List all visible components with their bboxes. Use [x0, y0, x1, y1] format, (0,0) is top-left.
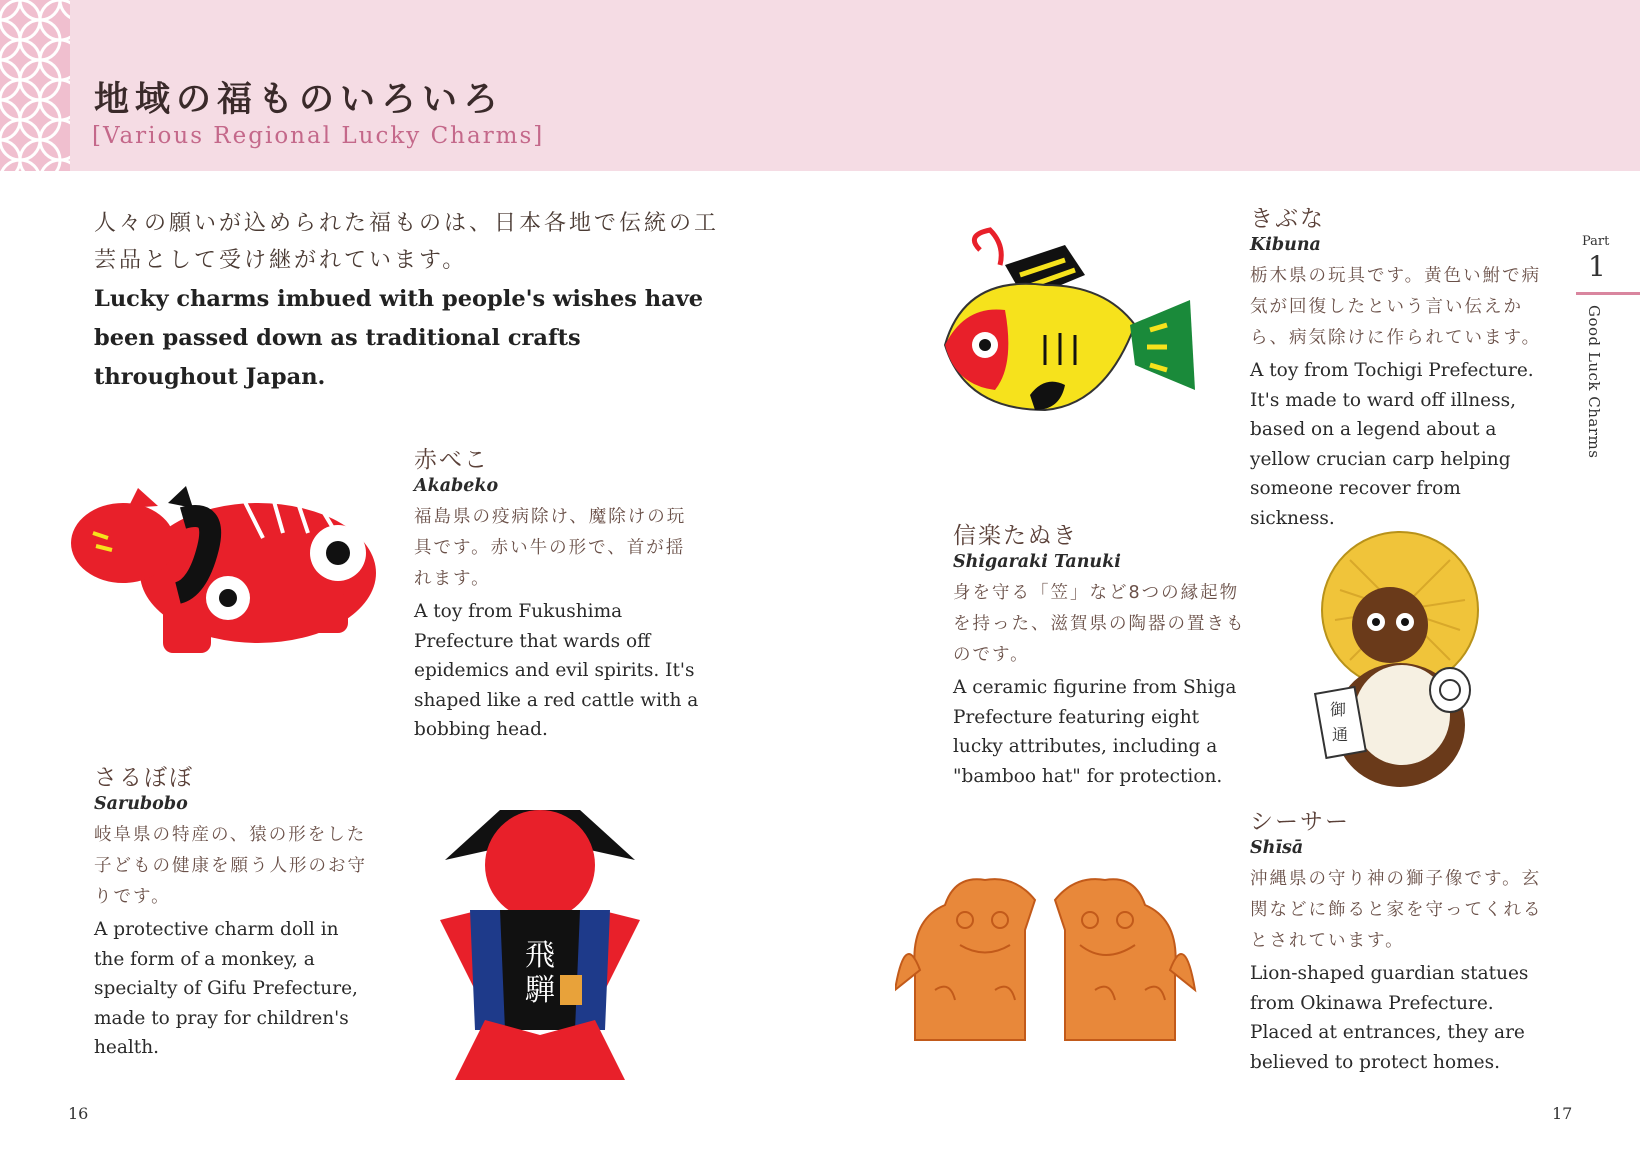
side-tab-divider	[1576, 292, 1640, 295]
page-number-right: 17	[1552, 1104, 1573, 1123]
entry-name-romaji: Kibuna	[1250, 235, 1321, 255]
sarubobo-char-2: 騨	[525, 973, 555, 1008]
entry-name-jp: 信楽たぬき	[953, 523, 1078, 549]
kibuna-illustration	[935, 225, 1205, 440]
sarubobo-illustration	[440, 800, 640, 1080]
shisa-illustration	[895, 870, 1205, 1045]
entry-name-jp: シーサー	[1250, 809, 1350, 835]
tanuki-bottle-char-2: 通	[1331, 725, 1349, 744]
entry-shigaraki-tanuki	[953, 522, 1248, 791]
akabeko-illustration	[68, 478, 388, 678]
tanuki-illustration	[1310, 530, 1490, 790]
entry-akabeko	[414, 446, 704, 745]
entry-sarubobo	[94, 764, 369, 1063]
header-band	[0, 0, 1640, 171]
intro-text-en: Lucky charms imbued with people's wishes have been passed down as traditional crafts throughout Japan.	[94, 286, 704, 390]
entry-name-romaji: Sarubobo	[94, 794, 188, 814]
entry-desc-en: A toy from Fukushima Prefecture that wards off epidemics and evil spirits. It's shaped like a red cattle with a bobbing head.	[414, 601, 699, 740]
page-title-jp: 地域の福ものいろいろ	[94, 80, 505, 120]
entry-name-jp: きぶな	[1250, 206, 1325, 232]
entry-kibuna	[1250, 205, 1550, 533]
side-tab-part-number: 1	[1588, 250, 1606, 283]
entry-name-jp: 赤べこ	[414, 447, 489, 473]
entry-desc-en: A ceramic figurine from Shiga Prefecture featuring eight lucky attributes, including a "bamboo hat" for protection.	[953, 677, 1237, 787]
entry-name-jp: さるぼぼ	[94, 765, 194, 791]
entry-name-romaji: Akabeko	[414, 476, 499, 496]
shippo-pattern	[0, 0, 70, 171]
side-tab-section: Good Luck Charms	[1585, 305, 1603, 459]
entry-desc-en: A toy from Tochigi Prefecture. It's made to ward off illness, based on a legend about a yellow crucian carp helping someone recover from sickness.	[1250, 360, 1534, 529]
entry-desc-jp: 栃木県の玩具です。黄色い鮒で病気が回復したという言い伝えから、病気除けに作られています。	[1250, 266, 1542, 348]
tanuki-bottle-char-1: 御	[1329, 700, 1347, 719]
entry-shisa	[1250, 808, 1550, 1077]
entry-desc-en: Lion-shaped guardian statues from Okinawa Prefecture. Placed at entrances, they are believed to protect homes.	[1250, 963, 1529, 1073]
entry-desc-jp: 身を守る「笠」など8つの縁起物を持った、滋賀県の陶器の置きものです。	[953, 583, 1246, 665]
entry-name-romaji: Shigaraki Tanuki	[953, 552, 1121, 572]
entry-desc-jp: 福島県の疫病除け、魔除けの玩具です。赤い牛の形で、首が揺れます。	[414, 507, 687, 589]
entry-name-romaji: Shīsā	[1250, 838, 1304, 858]
sarubobo-char-1: 飛	[525, 938, 555, 973]
pattern-graphic	[0, 0, 70, 171]
entry-desc-jp: 沖縄県の守り神の獅子像です。玄関などに飾ると家を守ってくれるとされています。	[1250, 869, 1543, 951]
page-number-left: 16	[68, 1104, 89, 1123]
side-tab-part-label: Part	[1582, 234, 1610, 249]
entry-desc-jp: 岐阜県の特産の、猿の形をした子どもの健康を願う人形のお守りです。	[94, 825, 367, 907]
page-title-en: [Various Regional Lucky Charms]	[92, 123, 545, 149]
intro-text-jp: 人々の願いが込められた福ものは、日本各地で伝統の工芸品として受け継がれています。	[94, 211, 720, 273]
entry-desc-en: A protective charm doll in the form of a monkey, a specialty of Gifu Prefecture, made to pray for children's health.	[94, 919, 358, 1058]
